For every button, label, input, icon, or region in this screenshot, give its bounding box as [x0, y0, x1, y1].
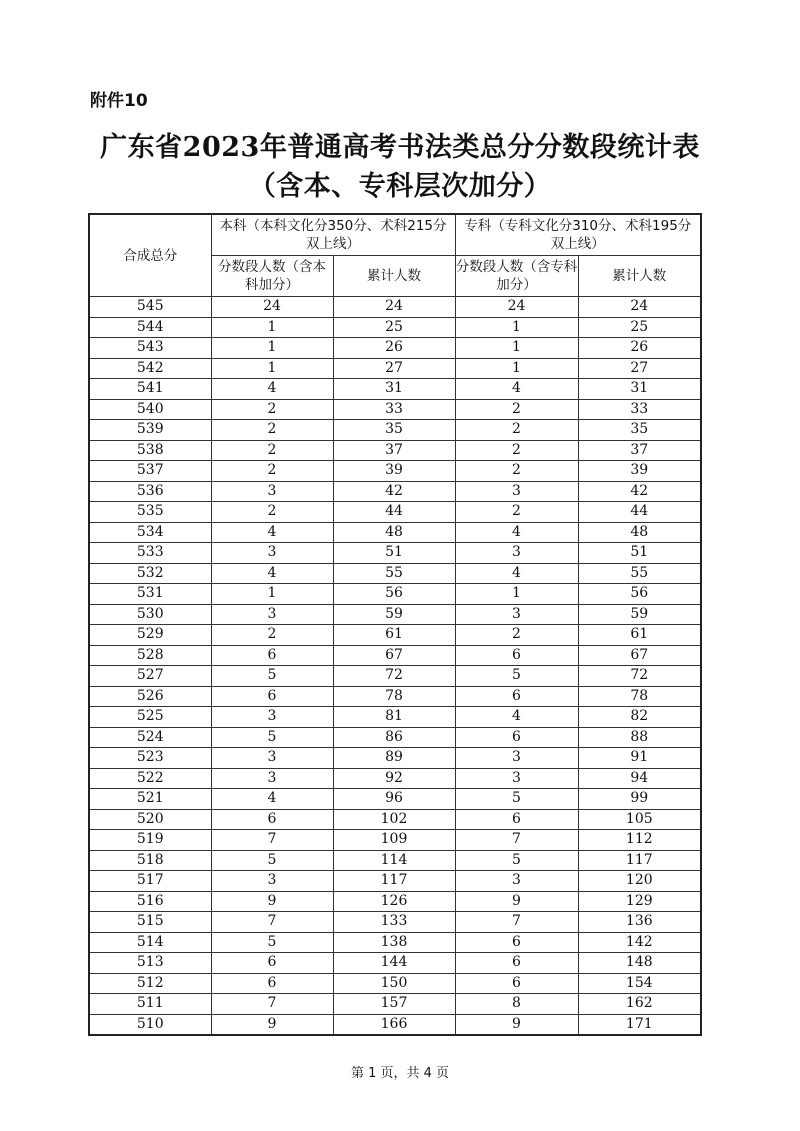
header-benke-cumulative: 累计人数: [333, 256, 455, 297]
benke-count-cell: 4: [211, 789, 333, 810]
score-cell: 539: [89, 420, 211, 441]
zhuanke-cumulative-cell: 27: [578, 358, 701, 379]
zhuanke-count-cell: 2: [455, 420, 578, 441]
score-cell: 514: [89, 932, 211, 953]
zhuanke-count-cell: 4: [455, 707, 578, 728]
table-row: [89, 1014, 701, 1035]
page-footer: 第 1 页，共 4 页: [350, 1066, 450, 1081]
zhuanke-count-cell: 9: [455, 1014, 578, 1035]
zhuanke-count-cell: 3: [455, 481, 578, 502]
table-row: [89, 358, 701, 379]
zhuanke-count-cell: 2: [455, 461, 578, 482]
benke-cumulative-cell: 72: [333, 666, 455, 687]
benke-cumulative-cell: 126: [333, 891, 455, 912]
zhuanke-cumulative-cell: 24: [578, 297, 701, 318]
score-cell: 526: [89, 686, 211, 707]
score-cell: 543: [89, 338, 211, 359]
zhuanke-count-cell: 3: [455, 604, 578, 625]
score-cell: 520: [89, 809, 211, 830]
benke-count-cell: 6: [211, 645, 333, 666]
zhuanke-cumulative-cell: 61: [578, 625, 701, 646]
header-benke-group: 本科（本科文化分350分、术科215分双上线）: [211, 214, 455, 256]
benke-cumulative-cell: 102: [333, 809, 455, 830]
header-benke-count: 分数段人数（含本科加分）: [211, 256, 333, 297]
page-title: 广东省2023年普通高考书法类总分分数段统计表: [100, 132, 700, 163]
zhuanke-cumulative-cell: 91: [578, 748, 701, 769]
table-row: [89, 317, 701, 338]
table-row: [89, 932, 701, 953]
table-row: [89, 399, 701, 420]
benke-cumulative-cell: 89: [333, 748, 455, 769]
score-cell: 511: [89, 994, 211, 1015]
benke-count-cell: 9: [211, 891, 333, 912]
benke-cumulative-cell: 138: [333, 932, 455, 953]
table-row: [89, 481, 701, 502]
zhuanke-count-cell: 8: [455, 994, 578, 1015]
benke-cumulative-cell: 37: [333, 440, 455, 461]
benke-cumulative-cell: 26: [333, 338, 455, 359]
score-cell: 531: [89, 584, 211, 605]
benke-count-cell: 7: [211, 994, 333, 1015]
benke-cumulative-cell: 51: [333, 543, 455, 564]
score-cell: 538: [89, 440, 211, 461]
zhuanke-cumulative-cell: 48: [578, 522, 701, 543]
table-row: [89, 645, 701, 666]
zhuanke-count-cell: 9: [455, 891, 578, 912]
benke-cumulative-cell: 55: [333, 563, 455, 584]
zhuanke-cumulative-cell: 72: [578, 666, 701, 687]
score-cell: 515: [89, 912, 211, 933]
zhuanke-cumulative-cell: 42: [578, 481, 701, 502]
benke-cumulative-cell: 150: [333, 973, 455, 994]
score-cell: 530: [89, 604, 211, 625]
benke-count-cell: 2: [211, 625, 333, 646]
zhuanke-count-cell: 7: [455, 912, 578, 933]
benke-count-cell: 3: [211, 768, 333, 789]
benke-count-cell: 5: [211, 932, 333, 953]
zhuanke-count-cell: 5: [455, 666, 578, 687]
table-row: [89, 461, 701, 482]
zhuanke-cumulative-cell: 162: [578, 994, 701, 1015]
benke-count-cell: 1: [211, 317, 333, 338]
table-row: [89, 953, 701, 974]
table-row: [89, 912, 701, 933]
zhuanke-cumulative-cell: 25: [578, 317, 701, 338]
zhuanke-cumulative-cell: 59: [578, 604, 701, 625]
benke-count-cell: 6: [211, 973, 333, 994]
zhuanke-cumulative-cell: 31: [578, 379, 701, 400]
zhuanke-count-cell: 4: [455, 379, 578, 400]
zhuanke-cumulative-cell: 120: [578, 871, 701, 892]
benke-count-cell: 2: [211, 399, 333, 420]
score-cell: 524: [89, 727, 211, 748]
zhuanke-cumulative-cell: 148: [578, 953, 701, 974]
benke-count-cell: 5: [211, 666, 333, 687]
table-row: [89, 973, 701, 994]
table-row: [89, 891, 701, 912]
benke-cumulative-cell: 117: [333, 871, 455, 892]
benke-cumulative-cell: 39: [333, 461, 455, 482]
benke-cumulative-cell: 144: [333, 953, 455, 974]
benke-cumulative-cell: 109: [333, 830, 455, 851]
zhuanke-cumulative-cell: 33: [578, 399, 701, 420]
zhuanke-count-cell: 3: [455, 768, 578, 789]
benke-count-cell: 2: [211, 440, 333, 461]
zhuanke-cumulative-cell: 94: [578, 768, 701, 789]
zhuanke-count-cell: 5: [455, 850, 578, 871]
zhuanke-count-cell: 1: [455, 317, 578, 338]
zhuanke-cumulative-cell: 26: [578, 338, 701, 359]
benke-count-cell: 6: [211, 809, 333, 830]
score-cell: 541: [89, 379, 211, 400]
benke-cumulative-cell: 157: [333, 994, 455, 1015]
zhuanke-cumulative-cell: 136: [578, 912, 701, 933]
score-cell: 533: [89, 543, 211, 564]
table-row: [89, 440, 701, 461]
zhuanke-count-cell: 2: [455, 440, 578, 461]
benke-count-cell: 5: [211, 850, 333, 871]
zhuanke-count-cell: 2: [455, 399, 578, 420]
zhuanke-cumulative-cell: 51: [578, 543, 701, 564]
table-row: [89, 707, 701, 728]
zhuanke-cumulative-cell: 55: [578, 563, 701, 584]
score-cell: 521: [89, 789, 211, 810]
score-cell: 544: [89, 317, 211, 338]
zhuanke-cumulative-cell: 35: [578, 420, 701, 441]
score-cell: 545: [89, 297, 211, 318]
table-row: [89, 625, 701, 646]
benke-count-cell: 6: [211, 953, 333, 974]
zhuanke-cumulative-cell: 129: [578, 891, 701, 912]
benke-count-cell: 4: [211, 522, 333, 543]
score-cell: 529: [89, 625, 211, 646]
table-row: [89, 666, 701, 687]
zhuanke-count-cell: 1: [455, 584, 578, 605]
benke-cumulative-cell: 56: [333, 584, 455, 605]
zhuanke-count-cell: 24: [455, 297, 578, 318]
score-cell: 513: [89, 953, 211, 974]
benke-count-cell: 3: [211, 707, 333, 728]
benke-cumulative-cell: 67: [333, 645, 455, 666]
score-cell: 517: [89, 871, 211, 892]
header-zhuanke-count: 分数段人数（含专科加分）: [455, 256, 578, 297]
table-row: [89, 379, 701, 400]
benke-cumulative-cell: 31: [333, 379, 455, 400]
score-cell: 522: [89, 768, 211, 789]
benke-count-cell: 9: [211, 1014, 333, 1035]
benke-count-cell: 3: [211, 871, 333, 892]
zhuanke-cumulative-cell: 39: [578, 461, 701, 482]
benke-cumulative-cell: 44: [333, 502, 455, 523]
zhuanke-cumulative-cell: 78: [578, 686, 701, 707]
score-cell: 527: [89, 666, 211, 687]
table-row: [89, 789, 701, 810]
table-row: [89, 543, 701, 564]
score-cell: 523: [89, 748, 211, 769]
zhuanke-count-cell: 1: [455, 358, 578, 379]
zhuanke-count-cell: 1: [455, 338, 578, 359]
table-row: [89, 850, 701, 871]
zhuanke-cumulative-cell: 44: [578, 502, 701, 523]
benke-count-cell: 4: [211, 563, 333, 584]
benke-cumulative-cell: 24: [333, 297, 455, 318]
benke-cumulative-cell: 78: [333, 686, 455, 707]
table-row: [89, 338, 701, 359]
table-row: [89, 809, 701, 830]
zhuanke-count-cell: 6: [455, 686, 578, 707]
zhuanke-count-cell: 6: [455, 809, 578, 830]
score-cell: 542: [89, 358, 211, 379]
benke-count-cell: 3: [211, 481, 333, 502]
zhuanke-cumulative-cell: 88: [578, 727, 701, 748]
score-cell: 528: [89, 645, 211, 666]
zhuanke-count-cell: 6: [455, 953, 578, 974]
table-row: [89, 297, 701, 318]
zhuanke-cumulative-cell: 56: [578, 584, 701, 605]
header-zhuanke-group: 专科（专科文化分310分、术科195分双上线）: [455, 214, 701, 256]
table-row: [89, 584, 701, 605]
zhuanke-count-cell: 5: [455, 789, 578, 810]
table-row: [89, 563, 701, 584]
benke-count-cell: 3: [211, 543, 333, 564]
header-score: 合成总分: [89, 214, 211, 297]
zhuanke-count-cell: 3: [455, 871, 578, 892]
benke-count-cell: 24: [211, 297, 333, 318]
zhuanke-count-cell: 6: [455, 973, 578, 994]
benke-cumulative-cell: 86: [333, 727, 455, 748]
zhuanke-cumulative-cell: 105: [578, 809, 701, 830]
table-row: [89, 994, 701, 1015]
zhuanke-count-cell: 4: [455, 522, 578, 543]
page-subtitle: （含本、专科层次加分）: [248, 171, 552, 202]
benke-cumulative-cell: 25: [333, 317, 455, 338]
attachment-label: 附件10: [90, 91, 148, 111]
zhuanke-count-cell: 2: [455, 625, 578, 646]
zhuanke-count-cell: 3: [455, 543, 578, 564]
benke-count-cell: 1: [211, 338, 333, 359]
zhuanke-cumulative-cell: 99: [578, 789, 701, 810]
zhuanke-count-cell: 3: [455, 748, 578, 769]
benke-count-cell: 6: [211, 686, 333, 707]
table-row: [89, 871, 701, 892]
benke-cumulative-cell: 96: [333, 789, 455, 810]
zhuanke-count-cell: 6: [455, 645, 578, 666]
zhuanke-cumulative-cell: 171: [578, 1014, 701, 1035]
score-cell: 535: [89, 502, 211, 523]
zhuanke-cumulative-cell: 117: [578, 850, 701, 871]
table-row: [89, 768, 701, 789]
header-row-group: [89, 214, 701, 256]
table-row: [89, 502, 701, 523]
table-row: [89, 522, 701, 543]
score-cell: 540: [89, 399, 211, 420]
score-cell: 512: [89, 973, 211, 994]
benke-cumulative-cell: 27: [333, 358, 455, 379]
benke-cumulative-cell: 133: [333, 912, 455, 933]
benke-count-cell: 7: [211, 912, 333, 933]
table-row: [89, 748, 701, 769]
header-zhuanke-cumulative: 累计人数: [578, 256, 701, 297]
zhuanke-cumulative-cell: 112: [578, 830, 701, 851]
zhuanke-count-cell: 2: [455, 502, 578, 523]
score-cell: 510: [89, 1014, 211, 1035]
benke-cumulative-cell: 33: [333, 399, 455, 420]
score-cell: 525: [89, 707, 211, 728]
zhuanke-count-cell: 7: [455, 830, 578, 851]
benke-cumulative-cell: 59: [333, 604, 455, 625]
score-cell: 519: [89, 830, 211, 851]
benke-count-cell: 4: [211, 379, 333, 400]
table-row: [89, 727, 701, 748]
benke-count-cell: 1: [211, 584, 333, 605]
benke-count-cell: 3: [211, 604, 333, 625]
zhuanke-cumulative-cell: 154: [578, 973, 701, 994]
benke-cumulative-cell: 61: [333, 625, 455, 646]
table-row: [89, 604, 701, 625]
score-cell: 534: [89, 522, 211, 543]
table-row: [89, 686, 701, 707]
zhuanke-cumulative-cell: 67: [578, 645, 701, 666]
benke-cumulative-cell: 48: [333, 522, 455, 543]
benke-count-cell: 5: [211, 727, 333, 748]
benke-count-cell: 1: [211, 358, 333, 379]
zhuanke-cumulative-cell: 142: [578, 932, 701, 953]
benke-count-cell: 2: [211, 420, 333, 441]
zhuanke-cumulative-cell: 82: [578, 707, 701, 728]
benke-count-cell: 2: [211, 461, 333, 482]
table-body: [89, 214, 701, 1035]
benke-cumulative-cell: 35: [333, 420, 455, 441]
benke-count-cell: 2: [211, 502, 333, 523]
benke-cumulative-cell: 92: [333, 768, 455, 789]
benke-count-cell: 3: [211, 748, 333, 769]
table-row: [89, 830, 701, 851]
benke-cumulative-cell: 114: [333, 850, 455, 871]
score-statistics-table: [88, 213, 702, 1036]
zhuanke-count-cell: 6: [455, 932, 578, 953]
zhuanke-count-cell: 4: [455, 563, 578, 584]
score-cell: 537: [89, 461, 211, 482]
zhuanke-cumulative-cell: 37: [578, 440, 701, 461]
score-cell: 536: [89, 481, 211, 502]
benke-count-cell: 7: [211, 830, 333, 851]
score-cell: 518: [89, 850, 211, 871]
benke-cumulative-cell: 81: [333, 707, 455, 728]
score-cell: 532: [89, 563, 211, 584]
benke-cumulative-cell: 166: [333, 1014, 455, 1035]
benke-cumulative-cell: 42: [333, 481, 455, 502]
zhuanke-count-cell: 6: [455, 727, 578, 748]
score-cell: 516: [89, 891, 211, 912]
table-row: [89, 420, 701, 441]
